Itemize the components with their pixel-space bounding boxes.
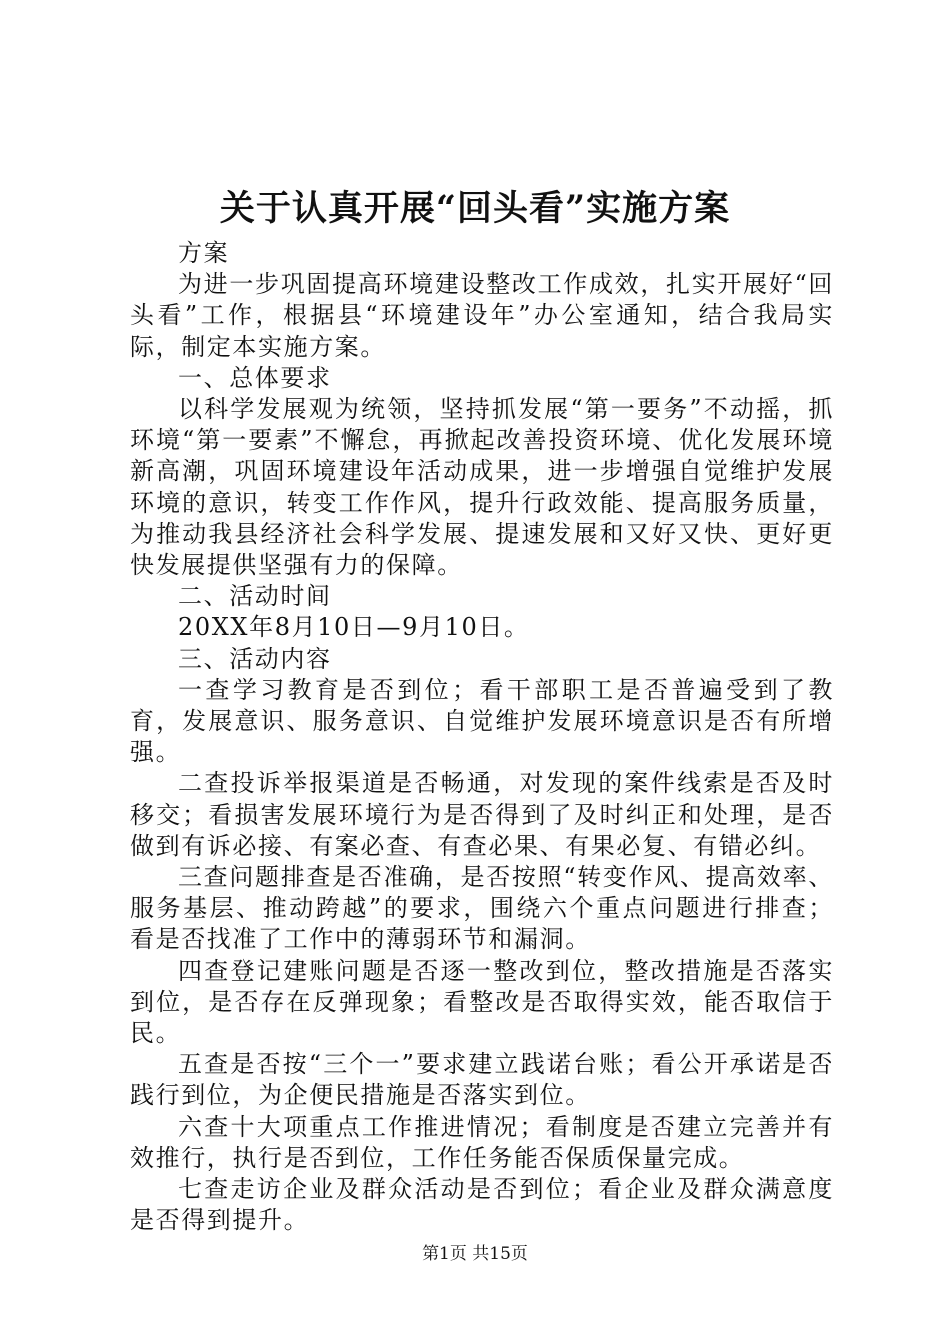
section-heading-content: 三、活动内容 <box>178 644 332 673</box>
paragraph-check-2: 二查投诉举报渠道是否畅通，对发现的案件线索是否及时移交；看损害发展环境行为是否得到了及时纠正和处理，是否做到有诉必接、有案必查、有查必果、有果必复、有错必纠。 <box>130 769 834 860</box>
paragraph-check-3: 三查问题排查是否准确，是否按照“转变作风、提高效率、服务基层、推动跨越”的要求，围绕六个重点问题进行排查；看是否找准了工作中的薄弱环节和漏洞。 <box>130 863 834 954</box>
page-number-footer: 第1页 共15页 <box>422 1244 528 1264</box>
paragraph-label: 方案 <box>178 239 230 267</box>
section-heading-time: 二、活动时间 <box>178 582 332 611</box>
paragraph-check-6: 六查十大项重点工作推进情况；看制度是否建立完善并有效推行，执行是否到位，工作任务能否保质保量完成。 <box>130 1112 834 1172</box>
paragraph-intro: 为进一步巩固提高环境建设整改工作成效，扎实开展好“回头看”工作，根据县“环境建设年”办公室通知，结合我局实际，制定本实施方案。 <box>130 270 834 361</box>
document-title: 关于认真开展“回头看”实施方案 <box>219 188 731 229</box>
document-body <box>130 238 834 1237</box>
paragraph-general: 以科学发展观为统领，坚持抓发展“第一要务”不动摇，抓环境“第一要素”不懈怠，再掀起改善投资环境、优化发展环境新高潮，巩固环境建设年活动成果，进一步增强自觉维护发展环境的意识，转变工作作风，提升行政效能、提高服务质量，为推动我县经济社会科学发展、提速发展和又好又快、更好更快发展提供坚强有力的保障。 <box>130 395 834 580</box>
paragraph-time: 20XX年8月10日—9月10日。 <box>178 613 530 642</box>
section-heading-general: 一、总体要求 <box>178 363 332 392</box>
paragraph-check-4: 四查登记建账问题是否逐一整改到位，整改措施是否落实到位，是否存在反弹现象；看整改是否取得实效，能否取信于民。 <box>130 956 834 1048</box>
paragraph-check-5: 五查是否按“三个一”要求建立践诺台账；看公开承诺是否践行到位，为企便民措施是否落实到位。 <box>130 1050 834 1110</box>
paragraph-check-7: 七查走访企业及群众活动是否到位；看企业及群众满意度是否得到提升。 <box>130 1175 834 1235</box>
paragraph-check-1: 一查学习教育是否到位；看干部职工是否普遍受到了教育，发展意识、服务意识、自觉维护发展环境意识是否有所增强。 <box>130 675 834 767</box>
